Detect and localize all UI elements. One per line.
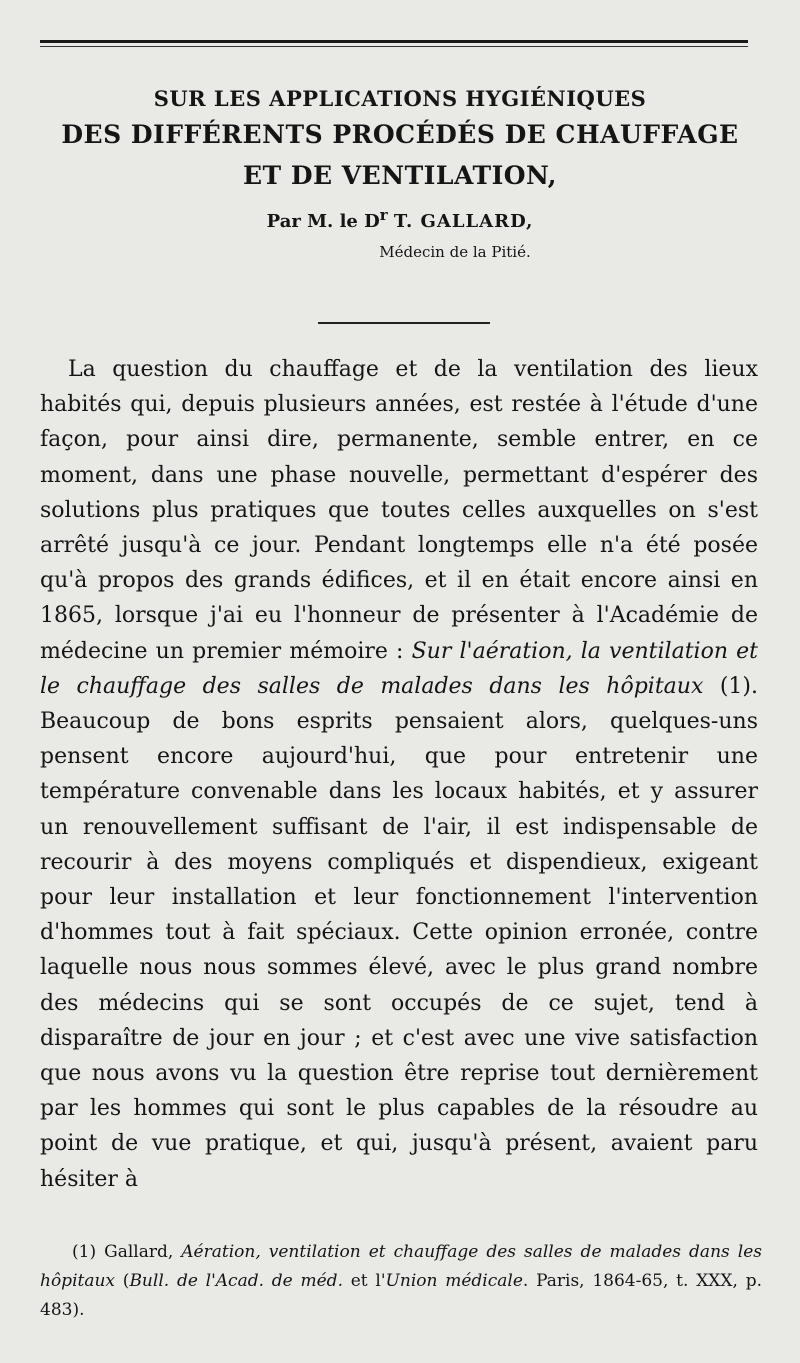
author-affiliation: Médecin de la Pitié. — [379, 243, 531, 261]
article-body — [40, 352, 758, 1197]
title-line-2: DES DIFFÉRENTS PROCÉDÉS DE CHAUFFAGE — [61, 120, 739, 149]
paragraph-italic-title: Sur l'aération, la ventilation et le chauffage des salles de malades dans les hôpitaux — [40, 638, 758, 699]
section-divider — [318, 322, 490, 324]
paragraph-text-b: (1). Beaucoup de bons esprits pensaient alors, quelques-uns pensent encore aujourd'hui, que pour entretenir une température convenable dans les locaux habités, et y assurer un renouvellement suffisant de l'air, il est indispensable de recourir à des moyens compliqués et dispendieux, exigeant pour leur installation et leur fonctionnement l'intervention d'hommes tout à fait spéciaux. Cette opinion erronée, contre laquelle nous nous sommes élevé, avec le plus grand nombre des médecins qui se sont occupés de ce sujet, tend à disparaître de jour en jour ; et c'est avec une vive satisfaction que nous avons vu la question être reprise tout dernièrement par les hommes qui sont le plus capables de la résoudre au point de vue pratique, et qui, jusqu'à présent, avaient paru hésiter à — [40, 673, 758, 1192]
footnote-marker: (1) Gallard, — [72, 1242, 182, 1262]
header-rule-thin — [40, 46, 748, 47]
footnote — [40, 1238, 762, 1325]
footnote-italic-2: Bull. de l'Acad. de méd. — [129, 1271, 343, 1291]
title-block — [40, 84, 760, 265]
footnote-tail: . Paris, 1864-65, t. XXX, p. 483). — [40, 1271, 762, 1320]
author-line — [40, 198, 760, 239]
footnote-text — [40, 1238, 762, 1325]
header-rule — [40, 40, 748, 43]
author-name: T. GALLARD, — [393, 211, 534, 232]
footnote-mid-2: et l' — [342, 1271, 386, 1291]
footnote-italic-1: Aération, ventilation et chauffage des salles de malades dans les hôpitaux — [40, 1242, 762, 1291]
title-line-1: SUR LES APPLICATIONS HYGIÉNIQUES — [153, 86, 647, 111]
paragraph-text-a: La question du chauffage et de la ventilation des lieux habités qui, depuis plusieurs années, est restée à l'étude d'une façon, pour ainsi dire, permanente, semble entrer, en ce moment, dans une phase nouvelle, permettant d'espérer des solutions plus pratiques que toutes celles auxquelles on s'est arrêté jusqu'à ce jour. Pendant longtemps elle n'a été posée qu'à propos des grands édifices, et il en était encore ainsi en 1865, lorsque j'ai eu l'honneur de présenter à l'Académie de médecine un premier mémoire : — [40, 357, 758, 664]
title-line-3: ET DE VENTILATION, — [242, 161, 558, 190]
footnote-italic-3: Union médicale — [385, 1271, 523, 1291]
paragraph — [40, 352, 758, 1197]
author-prefix: Par M. le D — [266, 211, 380, 232]
author-sup: r — [379, 206, 388, 224]
footnote-mid-1: ( — [115, 1271, 130, 1291]
